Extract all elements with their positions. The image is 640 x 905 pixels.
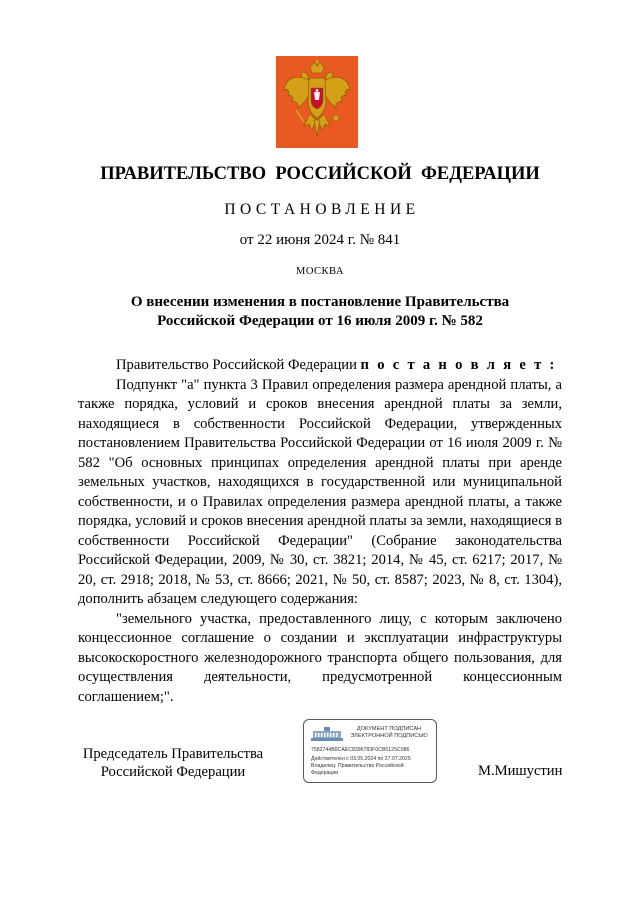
decree-body [78,356,562,707]
signatory-name: М.Мишустин [478,763,563,779]
intro-paragraph [78,356,562,376]
decree-subject [100,293,540,330]
document-type: ПОСТАНОВЛЕНИЕ [224,201,420,218]
certificate-owner-line-2: Федерации [311,769,339,776]
government-building-icon [311,727,343,741]
stamp-title [344,726,434,740]
main-paragraph: Подпункт "а" пункта 3 Правил определения размера арендной платы, а также порядка, условий и сроков внесения арендной платы за земли, находящиеся в собственности Российской Федерации, утвержденных постановлением Правительства Российской Федерации от 16 июля 2009 г. № 582 "Об основных принципах определения арендной платы при аренде земельных участков, находящихся в государственной или муниципальной собственности, и о Правилах определения размера арендной платы, а также порядка, условий и сроков внесения арендной платы за земли, находящиеся в собственности Российской Федерации" (Собрание законодательства Российской Федерации, 2009, № 30, ст. 3821; 2014, № 45, ст. 6217; 2017, № 20, ст. 2918; 2018, № 53, ст. 8666; 2021, № 50, ст. 8587; 2023, № 8, ст. 1304), дополнить абзацем следующего содержания: [78,376,562,607]
certificate-serial: 7582744B0CAEC8396783F0CB5125C086 [311,747,410,753]
position-line-2: Российской Федерации [100,764,246,780]
decides-text: п о с т а н о в л я е т : [360,357,557,373]
position-line-1: Председатель Правительства [82,746,264,762]
stamp-title-line-1: ДОКУМЕНТ ПОДПИСАН [356,726,422,732]
russia-coat-of-arms-icon [276,56,358,148]
government-title: ПРАВИТЕЛЬСТВО РОССИЙСКОЙ ФЕДЕРАЦИИ [100,164,540,184]
intro-text: Правительство Российской Федерации [116,357,357,373]
stamp-title-line-2: ЭЛЕКТРОННОЙ ПОДПИСЬЮ [350,733,428,739]
coat-of-arms-emblem [276,56,358,148]
electronic-signature-stamp [303,719,437,783]
signatory-position [78,745,268,781]
certificate-validity: Действителен с 03.05.2024 по 27.07.2025 [311,756,411,762]
subject-line-2: Российской Федерации от 16 июля 2009 г. № 582 [157,312,483,329]
decree-date-number: от 22 июня 2024 г. № 841 [239,232,401,248]
certificate-owner-line-1: Владелец: Правительство Российской [311,763,404,769]
city-name: МОСКВА [296,266,344,277]
quoted-paragraph: "земельного участка, предоставленного лицу, с которым заключено концессионное соглашение о создании и эксплуатации инфраструктуры высокоскоростного железнодорожного транспорта общего пользования, для осуществления деятельности, предусмотренной концессионным соглашением;". [78,610,562,705]
subject-line-1: О внесении изменения в постановление Правительства [130,294,510,310]
